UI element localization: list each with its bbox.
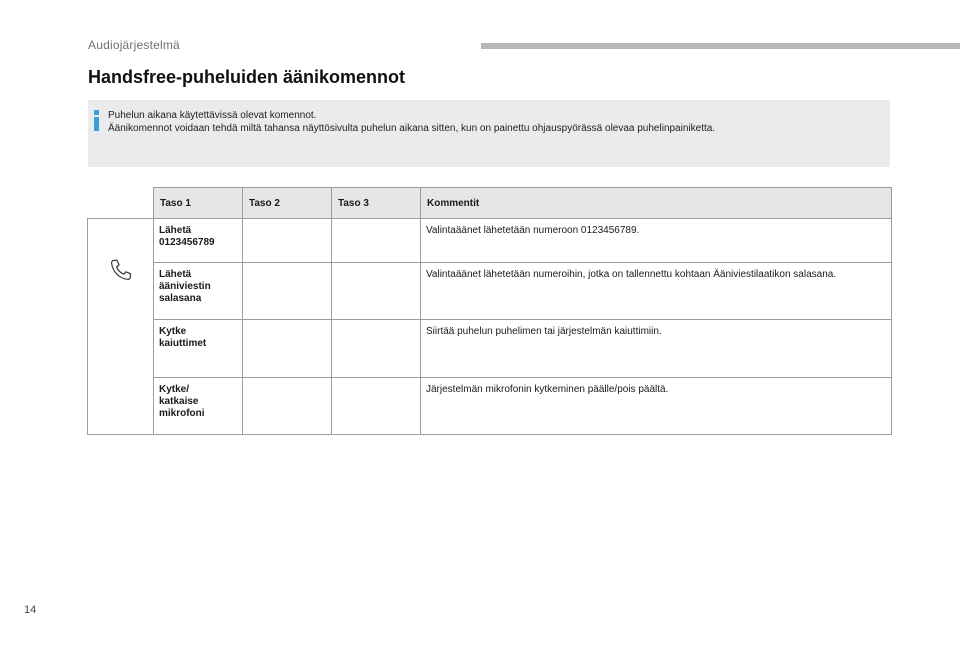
level2-cell bbox=[243, 219, 332, 263]
phone-icon bbox=[108, 257, 134, 283]
level1-text: salasana bbox=[159, 293, 202, 304]
level1-text: Kytke bbox=[159, 326, 187, 337]
level1-text: mikrofoni bbox=[159, 408, 205, 419]
level1-text: Lähetä bbox=[159, 225, 192, 236]
phone-icon-cell bbox=[88, 219, 154, 435]
info-line-1: Puhelun aikana käytettävissä olevat komennot. bbox=[108, 110, 317, 121]
info-icon bbox=[94, 110, 99, 130]
column-header-level-1: Taso 1 bbox=[154, 188, 243, 219]
level3-cell bbox=[332, 263, 421, 320]
section-label: Audiojärjestelmä bbox=[88, 38, 180, 52]
info-line-2: Äänikomennot voidaan tehdä miltä tahansa näyttösivulta puhelun aikana sitten, kun on painettu ohjauspyörässä olevaa puhelinpainiketta. bbox=[108, 123, 716, 134]
table-header-row bbox=[88, 188, 892, 219]
level3-cell bbox=[332, 219, 421, 263]
table-row bbox=[88, 378, 892, 435]
level1-cell bbox=[154, 263, 243, 320]
level1-text: Lähetä bbox=[159, 269, 192, 280]
level3-cell bbox=[332, 378, 421, 435]
level1-text: katkaise bbox=[159, 396, 199, 407]
page-number: 14 bbox=[24, 604, 37, 616]
comment-cell: Järjestelmän mikrofonin kytkeminen päälle/pois päältä. bbox=[421, 378, 892, 435]
comment-cell: Valintaäänet lähetetään numeroon 0123456789. bbox=[421, 219, 892, 263]
table-row bbox=[88, 263, 892, 320]
comment-cell: Siirtää puhelun puhelimen tai järjestelmän kaiuttimiin. bbox=[421, 320, 892, 378]
level1-cell bbox=[154, 378, 243, 435]
table-row bbox=[88, 219, 892, 263]
level3-cell bbox=[332, 320, 421, 378]
level2-cell bbox=[243, 378, 332, 435]
icon-column-header bbox=[88, 188, 154, 219]
column-header-comments: Kommentit bbox=[421, 188, 892, 219]
header-bar bbox=[481, 43, 960, 49]
level2-cell bbox=[243, 320, 332, 378]
comment-cell: Valintaäänet lähetetään numeroihin, jotka on tallennettu kohtaan Ääniviestilaatikon salasana. bbox=[421, 263, 892, 320]
column-header-level-3: Taso 3 bbox=[332, 188, 421, 219]
column-header-level-2: Taso 2 bbox=[243, 188, 332, 219]
level1-cell bbox=[154, 219, 243, 263]
voice-command-table bbox=[87, 187, 892, 435]
info-text bbox=[108, 109, 715, 135]
level2-cell bbox=[243, 263, 332, 320]
level1-text: Kytke/ bbox=[159, 384, 190, 395]
level1-text: kaiuttimet bbox=[159, 338, 207, 349]
info-box bbox=[88, 100, 890, 167]
table-row bbox=[88, 320, 892, 378]
level1-text: 0123456789 bbox=[159, 237, 215, 248]
page-title: Handsfree-puheluiden äänikomennot bbox=[88, 67, 406, 87]
level1-text: ääniviestin bbox=[159, 281, 211, 292]
level1-cell bbox=[154, 320, 243, 378]
